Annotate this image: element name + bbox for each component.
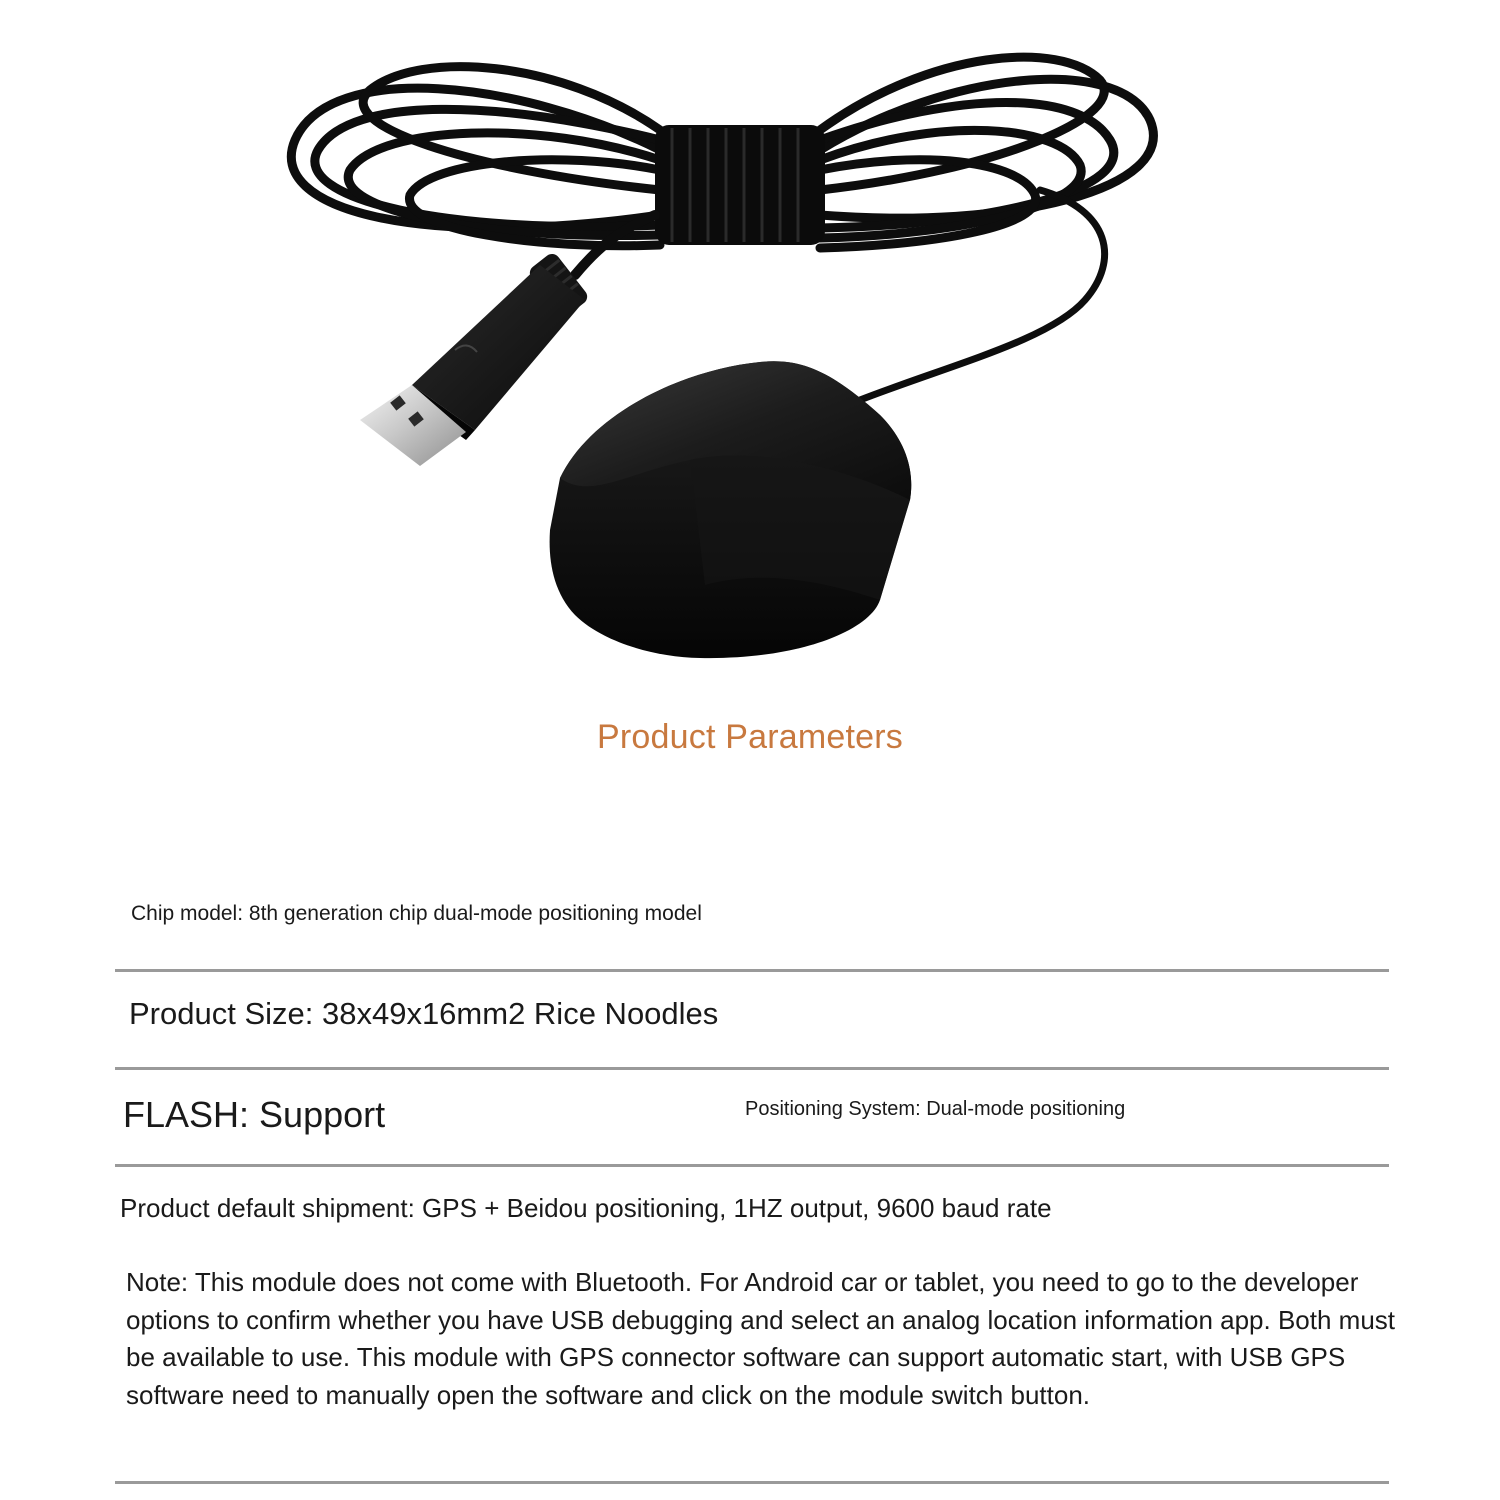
spec-default-shipment: Product default shipment: GPS + Beidou positioning, 1HZ output, 9600 baud rate [120, 1193, 1052, 1223]
spec-chip-model: Chip model: 8th generation chip dual-mode positioning model [131, 902, 702, 925]
divider [115, 969, 1389, 972]
divider [115, 1164, 1389, 1167]
section-title: Product Parameters [597, 718, 903, 756]
spec-positioning-system: Positioning System: Dual-mode positioning [745, 1098, 1126, 1120]
product-image [0, 0, 1500, 700]
divider [115, 1481, 1389, 1484]
spec-product-size: Product Size: 38x49x16mm2 Rice Noodles [129, 996, 719, 1031]
spec-flash: FLASH: Support [123, 1094, 386, 1135]
usb-gps-receiver-icon [0, 0, 1500, 700]
cable-wrap [655, 125, 825, 245]
usb-plug [360, 265, 585, 466]
spec-note: Note: This module does not come with Bluetooth. For Android car or tablet, you need to go to the developer options to confirm whether you have USB debugging and select an analog location information app. Both must be available to use. This module with GPS connector software can support automatic start, with USB GPS software need to manually open the software and click on the module switch button. [126, 1267, 1396, 1410]
gps-antenna-puck [550, 361, 912, 658]
divider [115, 1067, 1389, 1070]
